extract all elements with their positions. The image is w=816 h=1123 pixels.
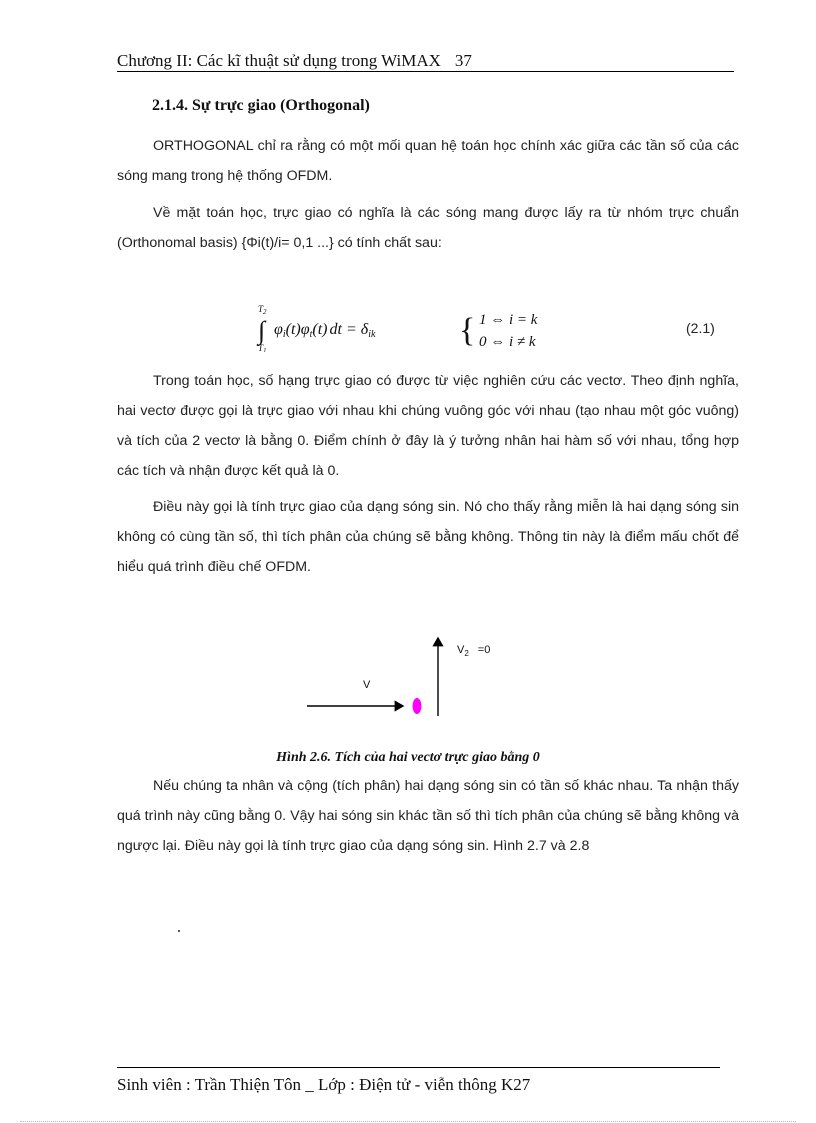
equation-number: (2.1) <box>686 320 715 336</box>
integrand: φi(t)φt(t) dt = δik <box>274 321 376 340</box>
paragraph-orthogonal-definition: ORTHOGONAL chỉ ra rằng có một mối quan hệ toán học chính xác giữa các tần số của các sóng mang trong hệ thống OFDM. <box>117 138 739 184</box>
vector-diagram <box>305 630 515 720</box>
paragraph-vector-orthogonality: Trong toán học, số hạng trực giao có được từ việc nghiên cứu các vectơ. Theo định nghĩa, hai vectơ được gọi là trực giao với nhau khi chúng vuông góc với nhau (tạo nhau một góc vuông) và tích của 2 vectơ là bằng 0. Điểm chính ở đây là ý tưởng nhân hai hàm số với nhau, tổng hợp các tích và nhận được kết quả là 0. <box>117 373 739 479</box>
header-rule <box>117 71 734 72</box>
page-footer: Sinh viên : Trần Thiện Tôn _ Lớp : Điện tử - viễn thông K27 <box>117 1075 531 1094</box>
paragraph-integral-orthogonality: Nếu chúng ta nhân và cộng (tích phân) hai dạng sóng sin có tần số khác nhau. Ta nhận thấy quá trình này cũng bằng 0. Vậy hai sóng sin khác tần số thì tích phân của chúng sẽ bằng không và ngược lại. Điều này gọi là tính trực giao của dạng sóng sin. Hình 2.7 và 2.8 <box>117 778 739 854</box>
equation-orthogonality <box>252 304 632 352</box>
paragraph-sine-orthogonality: Điều này gọi là tính trực giao của dạng sóng sin. Nó cho thấy rằng miễn là hai dạng sóng sin không có cùng tần số, thì tích phân của chúng sẽ bằng không. Thông tin này là điểm mấu chốt để hiểu quá trình điều chế OFDM. <box>117 499 739 575</box>
page-edge <box>20 1121 796 1122</box>
lower-limit: $T_1$ <box>258 343 267 352</box>
page-number: 37 <box>454 51 472 70</box>
page-header <box>117 51 734 71</box>
footer-rule <box>117 1067 720 1068</box>
vector-v-label: V <box>363 679 371 691</box>
vector-v2-label: $V_2 =0$ <box>457 644 491 658</box>
stray-mark <box>178 930 180 932</box>
paragraph-math-definition: Về mặt toán học, trực giao có nghĩa là các sóng mang được lấy ra từ nhóm trực chuẩn (Orthonomal basis) {Φi(t)/i= 0,1 ...} có tính chất sau: <box>117 205 739 251</box>
figure-caption: Hình 2.6. Tích của hai vectơ trực giao bằng 0 <box>276 750 540 765</box>
section-title: 2.1.4. Sự trực giao (Orthogonal) <box>152 97 370 114</box>
case-not-equal: 0 ⇔ i ≠ k <box>479 334 536 350</box>
cases-brace: { <box>459 312 476 349</box>
chapter-title: Chương II: Các kĩ thuật sử dụng trong WiMAX <box>117 51 441 70</box>
upper-limit: $T_2$ <box>258 304 267 316</box>
integral-sign: ∫ <box>258 316 266 345</box>
case-equal: 1 ⇔ i = k <box>479 312 538 328</box>
intersection-point <box>413 698 422 714</box>
